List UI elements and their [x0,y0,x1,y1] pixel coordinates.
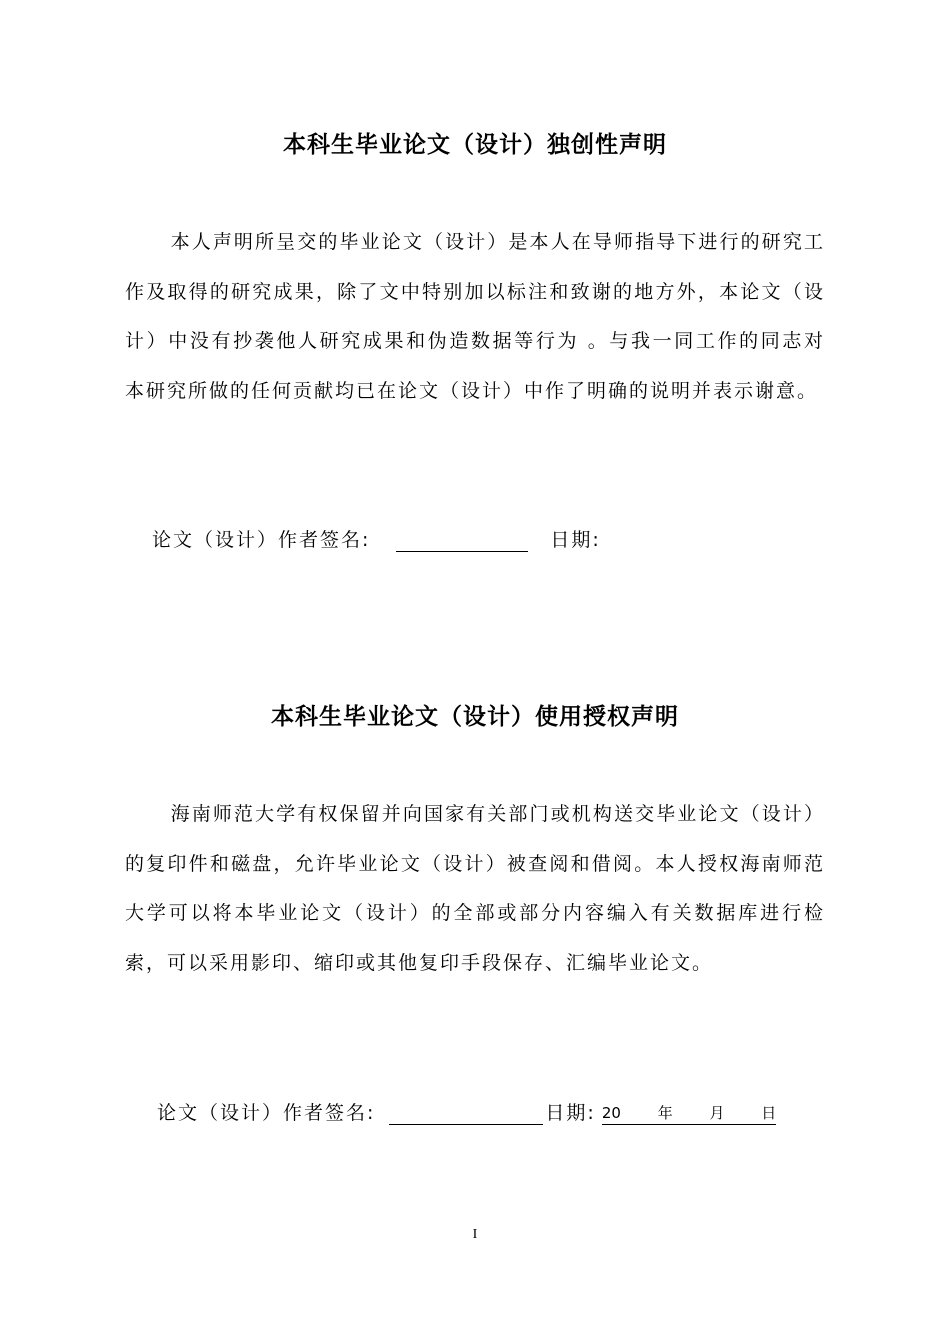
originality-declaration-body: 本人声明所呈交的毕业论文（设计）是本人在导师指导下进行的研究工作及取得的研究成果，除了文中特别加以标注和致谢的地方外，本论文（设计）中没有抄袭他人研究成果和伪造数据等行为 。与我一同工作的同志对本研究所做的任何贡献均已在论文（设计）中作了明确的说明并表示谢意。 [125,231,825,402]
authorization-date-fill [602,1102,776,1125]
authorization-declaration-body: 海南师范大学有权保留并向国家有关部门或机构送交毕业论文（设计）的复印件和磁盘，允许毕业论文（设计）被查阅和借阅。本人授权海南师范大学可以将本毕业论文（设计）的全部或部分内容编入有关数据库进行检索，可以采用影印、缩印或其他复印手段保存、汇编毕业论文。 [125,803,825,974]
authorization-date-label: 日期: [545,1102,596,1124]
originality-signature-label: 论文（设计）作者签名: [152,529,371,551]
originality-date-label: 日期: [550,529,601,551]
authorization-signature-label: 论文（设计）作者签名: [157,1102,376,1124]
authorization-declaration-title: 本科生毕业论文（设计）使用授权声明 [271,704,679,730]
originality-declaration-title: 本科生毕业论文（设计）独创性声明 [283,132,667,158]
date-day-unit: 日 [761,1104,777,1122]
originality-signature-line [152,525,601,552]
date-year-prefix: 20 [601,1104,621,1122]
authorization-signature-line [157,1098,776,1125]
date-month-unit: 月 [709,1104,725,1122]
page-number: I [472,1227,478,1242]
date-year-unit: 年 [657,1104,673,1122]
originality-signature-blank [396,529,528,552]
authorization-signature-blank [389,1102,543,1125]
